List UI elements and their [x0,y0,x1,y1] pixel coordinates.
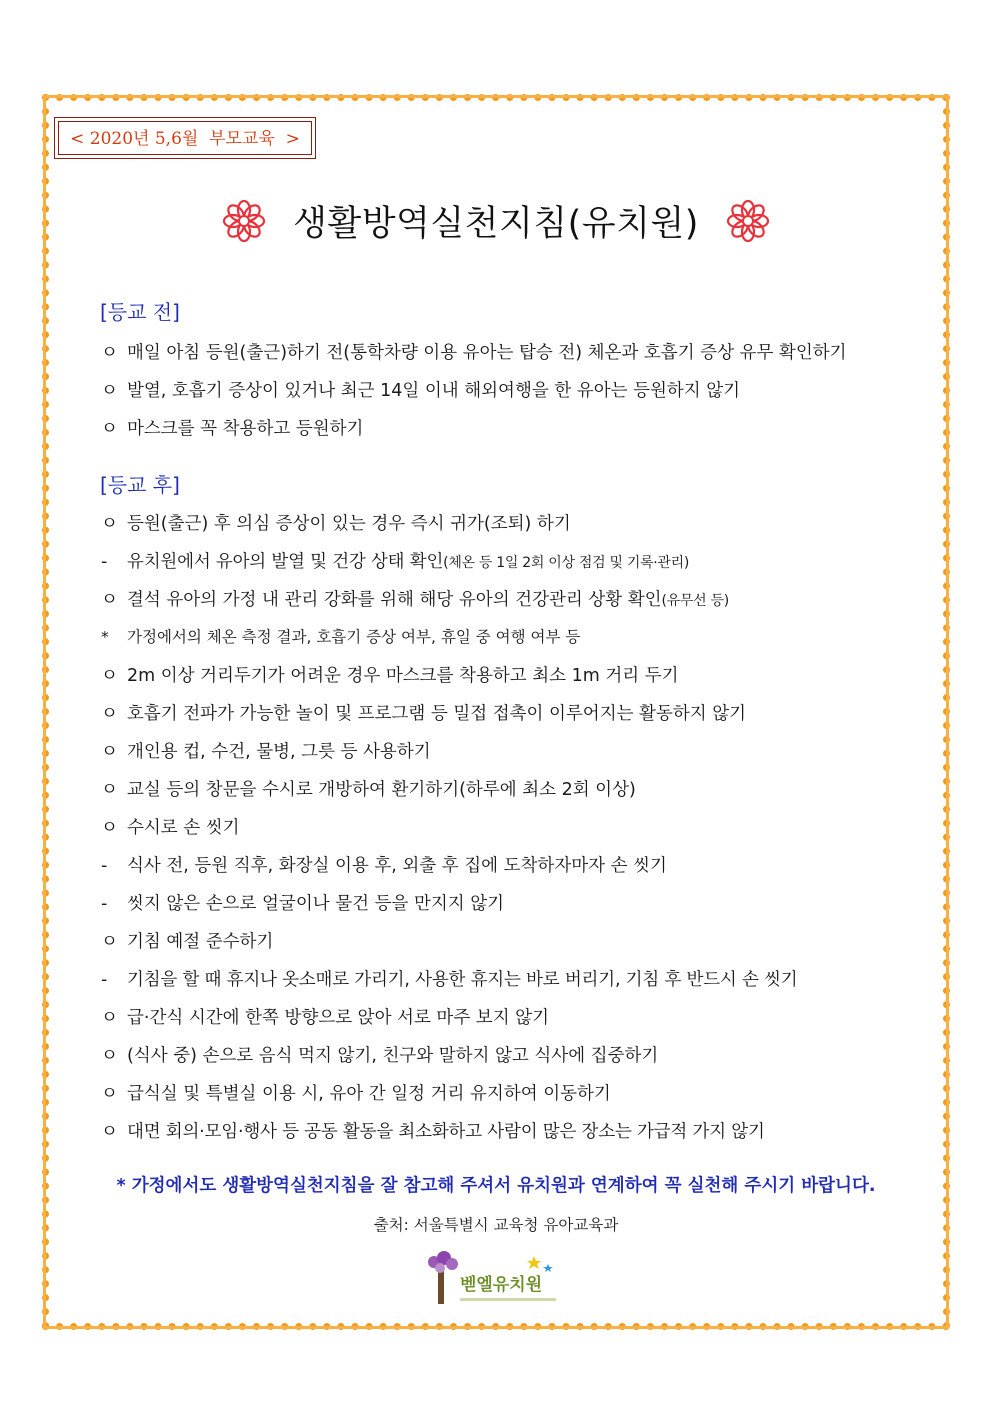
bullet: ㅇ [101,780,118,800]
list-item [101,814,240,839]
bullet: ㅇ [101,742,118,762]
item-text: 결석 유아의 가정 내 관리 강화를 위해 해당 유아의 건강관리 상황 확인 [127,590,662,610]
page-title: 생활방역실천지침(유치원) [293,204,699,244]
item-text: 기침을 할 때 휴지나 옷소매로 가리기, 사용한 휴지는 바로 버리기, 기침 후 반드시 손 씻기 [127,970,798,990]
item-text: 마스크를 꼭 착용하고 등원하기 [127,419,364,439]
list-item [101,738,431,763]
item-text: 호흡기 전파가 가능한 놀이 및 프로그램 등 밀접 접촉이 이루어지는 활동하지 않기 [127,704,747,724]
item-text: 2m 이상 거리두기가 어려운 경우 마스크를 착용하고 최소 1m 거리 두기 [127,666,679,686]
item-text: 씻지 않은 손으로 얼굴이나 물건 등을 만지지 않기 [127,894,505,914]
list-item [101,415,363,440]
logo-tree-icon [424,1250,564,1312]
item-note: (유무선 등) [661,593,729,609]
item-text: 식사 전, 등원 직후, 화장실 이용 후, 외출 후 집에 도착하자마자 손 씻기 [127,856,667,876]
bullet: ㅇ [101,704,118,724]
bullet: - [101,856,108,876]
item-text: 발열, 호흡기 증상이 있거나 최근 14일 이내 해외여행을 한 유아는 등원하지 않기 [127,381,741,401]
list-item [101,700,746,725]
bullet: ㅇ [101,1046,118,1066]
date-tag-text: < 2020년 5,6월 부모교육 > [70,129,300,149]
list-item [101,662,679,687]
section-heading-after: [등교 후] [100,473,180,497]
list-item [101,776,636,801]
bullet: ㅇ [101,343,118,363]
flower-icon [222,199,266,243]
bullet: ㅇ [101,514,118,534]
item-note: (체온 등 1일 2회 이상 점검 및 기록·관리) [443,555,690,571]
item-text: 급식실 및 특별실 이용 시, 유아 간 일정 거리 유지하여 이동하기 [127,1084,611,1104]
list-item [101,928,273,953]
list-item [101,586,729,611]
list-item [101,510,571,535]
list-item [101,548,689,573]
bullet: ㅇ [101,1008,118,1028]
source-text: 출처: 서울특별시 교육청 유아교육과 [373,1216,619,1234]
flower-icon [726,199,770,243]
bullet: ㅇ [101,932,118,952]
date-tag [54,117,316,159]
item-text: 수시로 손 씻기 [127,818,240,838]
item-text: (식사 중) 손으로 음식 먹지 않기, 친구와 말하지 않고 식사에 집중하기 [127,1046,659,1066]
bullet: ㅇ [101,381,118,401]
item-text: 교실 등의 창문을 수시로 개방하여 환기하기(하루에 최소 2회 이상) [127,780,636,800]
list-item [101,1042,658,1067]
section-heading-before: [등교 전] [100,300,180,324]
list-item [101,339,847,364]
bullet: ㅇ [101,666,118,686]
footer-note: * 가정에서도 생활방역실천지침을 잘 참고해 주셔서 유치원과 연계하여 꼭 실천해 주시기 바랍니다. [116,1176,876,1196]
item-text: 유치원에서 유아의 발열 및 건강 상태 확인 [127,552,444,572]
bullet: ㅇ [101,590,118,610]
list-item [101,890,504,915]
list-item [101,625,580,647]
item-text: 매일 아침 등원(출근)하기 전(통학차량 이용 유아는 탑승 전) 체온과 호흡기 증상 유무 확인하기 [127,343,847,363]
list-item [101,852,667,877]
list-item [101,966,797,991]
item-text: 기침 예절 준수하기 [127,932,274,952]
list-item [101,377,740,402]
bullet: ㅇ [101,818,118,838]
list-item [101,1004,549,1029]
bullet: ㅇ [101,1122,118,1142]
item-text: 가정에서의 체온 측정 결과, 호흡기 증상 여부, 휴일 중 여행 여부 등 [127,628,581,646]
bullet: - [101,894,108,914]
bullet: - [101,970,108,990]
list-item [101,1080,611,1105]
list-item [101,1118,765,1143]
bullet: ㅇ [101,1084,118,1104]
bullet: * [101,628,109,646]
bullet: ㅇ [101,419,118,439]
item-text: 개인용 컵, 수건, 물병, 그릇 등 사용하기 [127,742,431,762]
item-text: 대면 회의·모임·행사 등 공동 활동을 최소화하고 사람이 많은 장소는 가급적 가지 않기 [127,1122,765,1142]
bullet: - [101,552,108,572]
item-text: 등원(출근) 후 의심 증상이 있는 경우 즉시 귀가(조퇴) 하기 [127,514,571,534]
item-text: 급·간식 시간에 한쪽 방향으로 앉아 서로 마주 보지 않기 [127,1008,549,1028]
logo-text: 벧엘유치원 [460,1275,543,1295]
title-row [0,196,992,258]
